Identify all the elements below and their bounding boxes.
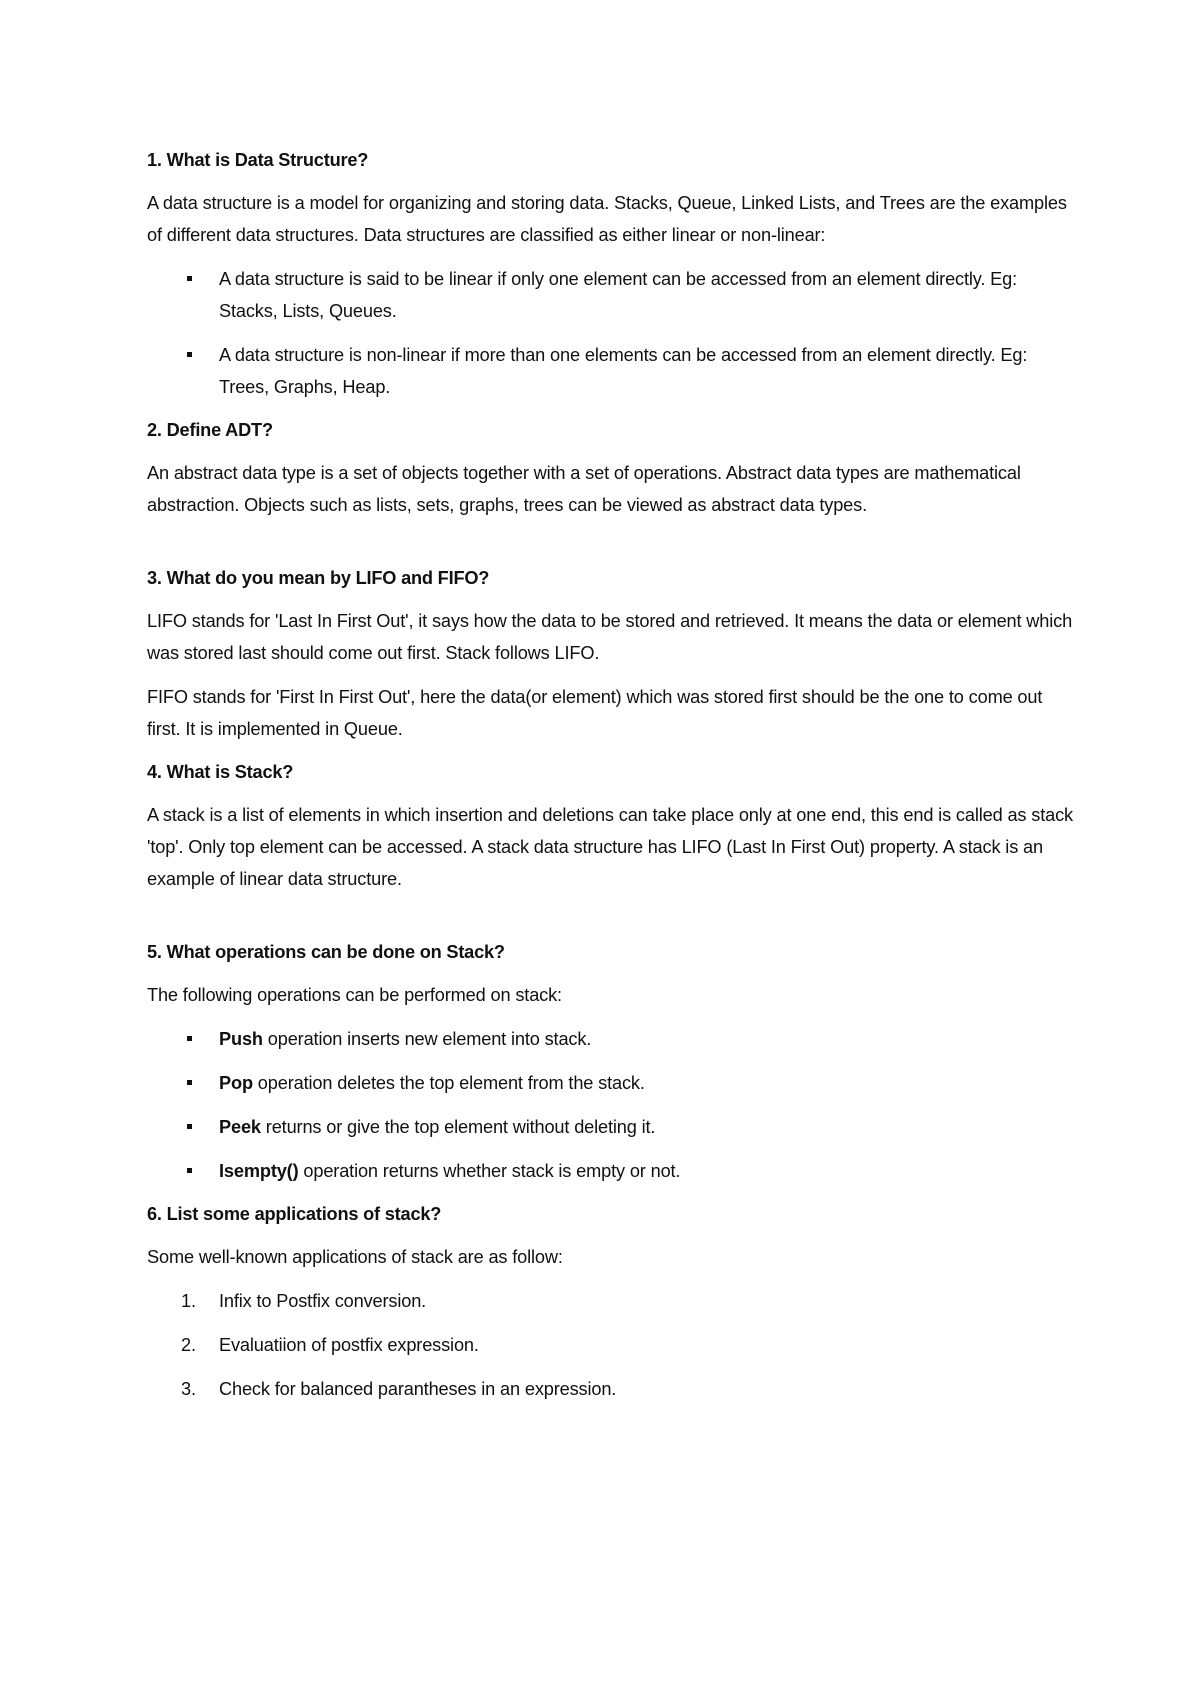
section-data-structure — [147, 145, 1080, 403]
section-stack-applications — [147, 1199, 1080, 1405]
list-item-text: A data structure is non-linear if more than one elements can be accessed from an element directly. Eg: Trees, Graphs, Heap. — [219, 345, 1028, 397]
operation-term: Push — [219, 1029, 263, 1049]
list-item-text: Evaluatiion of postfix expression. — [219, 1335, 479, 1355]
list-item-text: Infix to Postfix conversion. — [219, 1291, 427, 1311]
list-number: 1. — [181, 1291, 196, 1311]
numbered-list — [147, 1285, 1080, 1405]
list-item — [219, 1067, 1080, 1099]
question-heading: 2. Define ADT? — [147, 420, 273, 440]
square-bullet-icon — [187, 1036, 192, 1041]
operation-term: Peek — [219, 1117, 261, 1137]
section-stack-operations — [147, 937, 1080, 1187]
list-item — [219, 263, 1080, 327]
square-bullet-icon — [187, 1168, 192, 1173]
operation-term: Isempty() — [219, 1161, 299, 1181]
question-heading: 4. What is Stack? — [147, 762, 294, 782]
list-number: 2. — [181, 1335, 196, 1355]
list-item — [219, 339, 1080, 403]
list-item-text: Check for balanced parantheses in an expression. — [219, 1379, 617, 1399]
list-item — [219, 1155, 1080, 1187]
list-item — [181, 1373, 1080, 1405]
bullet-list — [147, 1023, 1080, 1187]
square-bullet-icon — [187, 1080, 192, 1085]
list-item — [219, 1111, 1080, 1143]
section-define-adt — [147, 415, 1080, 521]
list-item — [181, 1285, 1080, 1317]
bullet-list — [147, 263, 1080, 403]
list-item-text: A data structure is said to be linear if only one element can be accessed from an element directly. Eg: Stacks, Lists, Queues. — [219, 269, 1018, 321]
square-bullet-icon — [187, 352, 192, 357]
question-heading: 6. List some applications of stack? — [147, 1204, 442, 1224]
list-item-text: operation returns whether stack is empty or not. — [298, 1161, 681, 1181]
answer-paragraph: Some well-known applications of stack are as follow: — [147, 1247, 563, 1267]
answer-paragraph: A data structure is a model for organizing and storing data. Stacks, Queue, Linked Lists, and Trees are the examples of different data structures. Data structures are classified as either linear or non-linear: — [147, 193, 1067, 245]
answer-paragraph: LIFO stands for 'Last In First Out', it says how the data to be stored and retrieved. It means the data or element which was stored last should come out first. Stack follows LIFO. — [147, 611, 1073, 663]
section-what-is-stack — [147, 757, 1080, 895]
answer-paragraph: A stack is a list of elements in which insertion and deletions can take place only at one end, this end is called as stack 'top'. Only top element can be accessed. A stack data structure has LIFO (Last In First Out) property. A stack is an example of linear data structure. — [147, 805, 1073, 889]
list-item — [219, 1023, 1080, 1055]
list-item-text: operation deletes the top element from the stack. — [252, 1073, 645, 1093]
question-heading: 3. What do you mean by LIFO and FIFO? — [147, 568, 490, 588]
question-heading: 1. What is Data Structure? — [147, 150, 369, 170]
list-item — [181, 1329, 1080, 1361]
answer-paragraph: The following operations can be performed on stack: — [147, 985, 562, 1005]
square-bullet-icon — [187, 1124, 192, 1129]
list-item-text: returns or give the top element without deleting it. — [260, 1117, 656, 1137]
question-heading: 5. What operations can be done on Stack? — [147, 942, 505, 962]
answer-paragraph: An abstract data type is a set of objects together with a set of operations. Abstract data types are mathematical abstraction. Objects such as lists, sets, graphs, trees can be viewed as abstract data types. — [147, 463, 1021, 515]
section-lifo-fifo — [147, 563, 1080, 745]
square-bullet-icon — [187, 276, 192, 281]
list-item-text: operation inserts new element into stack. — [262, 1029, 592, 1049]
list-number: 3. — [181, 1379, 196, 1399]
operation-term: Pop — [219, 1073, 253, 1093]
answer-paragraph: FIFO stands for 'First In First Out', here the data(or element) which was stored first should be the one to come out first. It is implemented in Queue. — [147, 687, 1043, 739]
